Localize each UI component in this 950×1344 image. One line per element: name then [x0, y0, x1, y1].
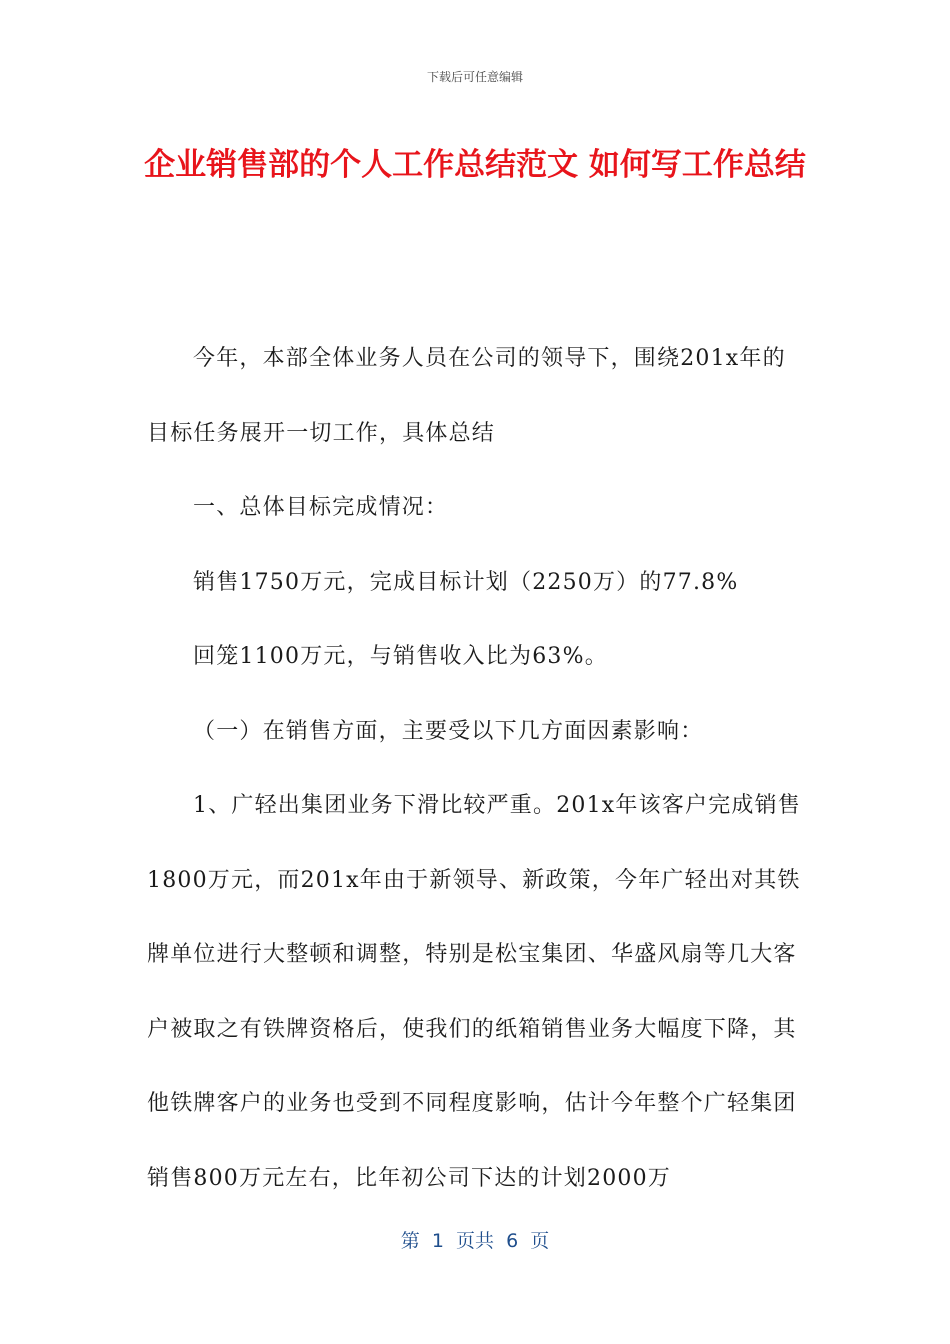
document-body	[147, 322, 803, 1216]
paragraph-intro: 今年，本部全体业务人员在公司的领导下，围绕201x年的目标任务展开一切工作，具体总结	[147, 346, 786, 446]
paragraph-point-1: 1、广轻出集团业务下滑比较严重。201x年该客户完成销售1800万元，而201x年由于新领导、新政策，今年广轻出对其铁牌单位进行大整顿和调整，特别是松宝集团、华盛风扇等几大客户被取之有铁牌资格后，使我们的纸箱销售业务大幅度下降，其他铁牌客户的业务也受到不同程度影响，估计今年整个广轻集团销售800万元左右，比年初公司下达的计划2000万	[147, 793, 801, 1191]
header-note: 下载后可任意编辑	[426, 70, 523, 84]
paragraph-subsection-heading: （一）在销售方面，主要受以下几方面因素影响：	[193, 718, 704, 744]
paragraph-collection: 回笼1100万元，与销售收入比为63%。	[193, 644, 608, 669]
page-footer: 第 1 页共 6 页	[400, 1230, 550, 1252]
document-title: 企业销售部的个人工作总结范文 如何写工作总结	[144, 147, 806, 183]
paragraph-section-heading: 一、总体目标完成情况：	[193, 495, 449, 520]
paragraph-sales: 销售1750万元，完成目标计划（2250万）的77.8%	[193, 569, 739, 595]
